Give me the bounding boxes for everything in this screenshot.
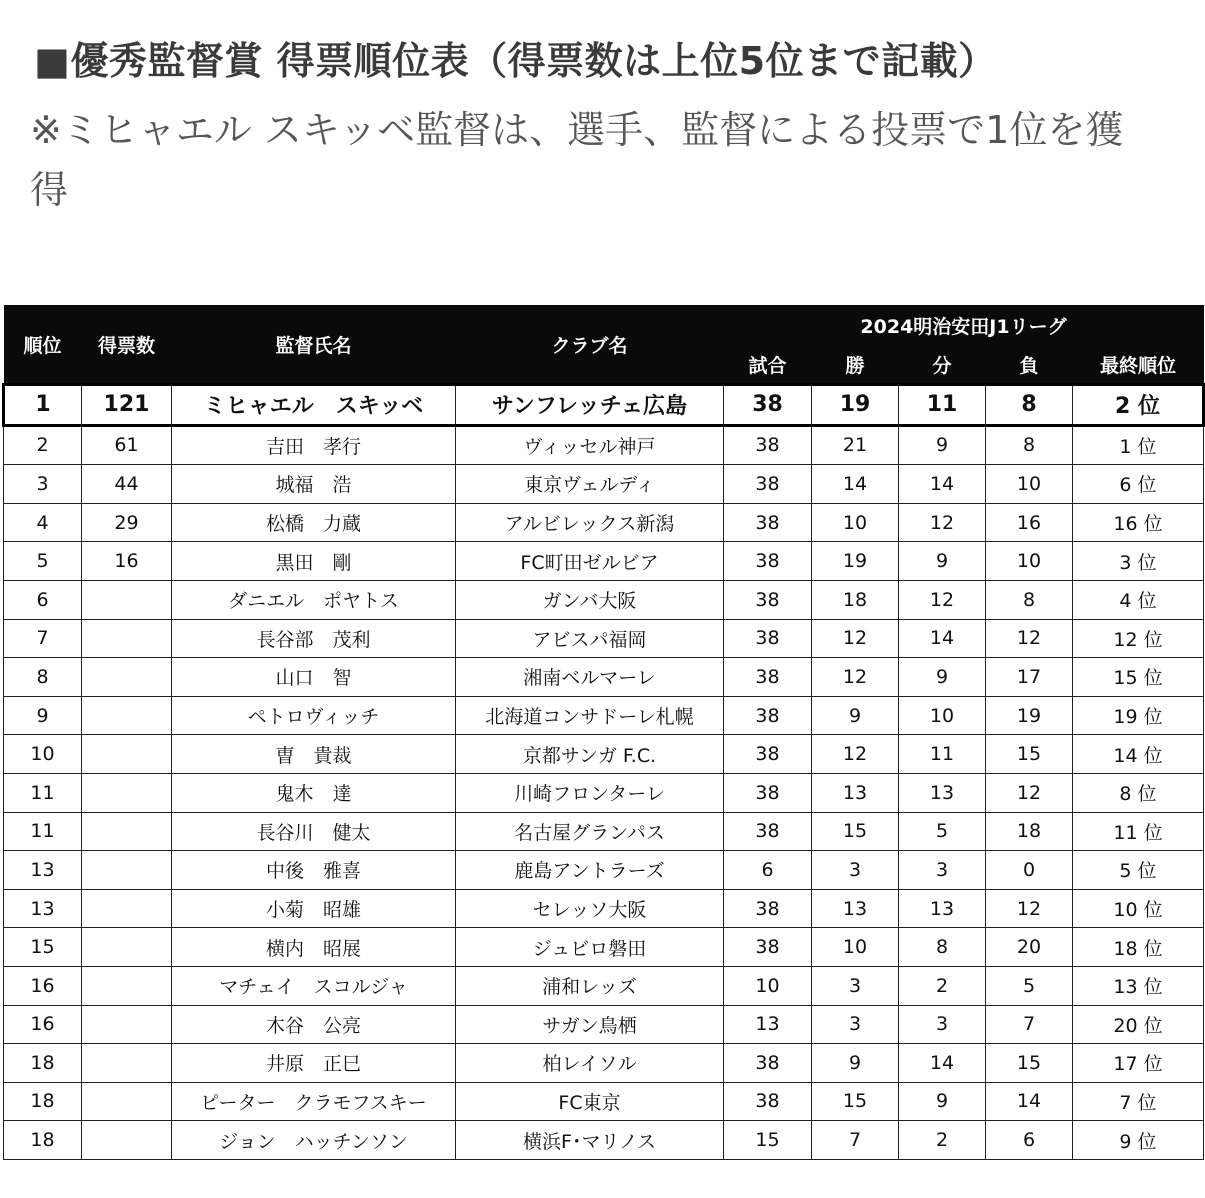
cell-votes: 61 — [82, 425, 172, 465]
cell-club: 川崎フロンターレ — [456, 773, 724, 812]
cell-club: ヴィッセル神戸 — [456, 425, 724, 465]
cell-manager: 吉田 孝行 — [172, 425, 456, 465]
standings-table — [2, 305, 1205, 1160]
cell-manager: 黒田 剛 — [172, 542, 456, 581]
cell-final-rank: 19 位 — [1073, 696, 1204, 735]
cell-lost: 18 — [986, 812, 1073, 851]
cell-votes — [82, 619, 172, 658]
cell-rank: 18 — [4, 1082, 82, 1121]
cell-votes — [82, 1005, 172, 1044]
cell-played: 38 — [724, 696, 812, 735]
cell-drawn: 9 — [899, 542, 986, 581]
cell-rank: 2 — [4, 425, 82, 465]
cell-club: アルビレックス新潟 — [456, 503, 724, 542]
header-votes: 得票数 — [82, 305, 172, 385]
table-row — [4, 385, 1204, 426]
cell-manager: 木谷 公亮 — [172, 1005, 456, 1044]
cell-votes — [82, 773, 172, 812]
cell-won: 3 — [812, 851, 899, 890]
cell-final-rank: 2 位 — [1073, 385, 1204, 426]
page-title: ■優秀監督賞 得票順位表（得票数は上位5位まで記載） — [34, 39, 997, 83]
table-row — [4, 1121, 1204, 1160]
cell-club: サンフレッチェ広島 — [456, 385, 724, 426]
cell-played: 10 — [724, 966, 812, 1005]
cell-drawn: 8 — [899, 928, 986, 967]
cell-club: ガンバ大阪 — [456, 580, 724, 619]
cell-votes — [82, 658, 172, 697]
cell-rank: 11 — [4, 812, 82, 851]
cell-won: 13 — [812, 889, 899, 928]
cell-club: FC町田ゼルビア — [456, 542, 724, 581]
cell-lost: 12 — [986, 773, 1073, 812]
cell-lost: 19 — [986, 696, 1073, 735]
cell-final-rank: 5 位 — [1073, 851, 1204, 890]
cell-manager: 井原 正巳 — [172, 1044, 456, 1083]
cell-club: 浦和レッズ — [456, 966, 724, 1005]
cell-club: 柏レイソル — [456, 1044, 724, 1083]
cell-final-rank: 17 位 — [1073, 1044, 1204, 1083]
cell-final-rank: 20 位 — [1073, 1005, 1204, 1044]
cell-drawn: 14 — [899, 1044, 986, 1083]
cell-played: 38 — [724, 773, 812, 812]
cell-rank: 10 — [4, 735, 82, 774]
cell-rank: 18 — [4, 1121, 82, 1160]
cell-final-rank: 15 位 — [1073, 658, 1204, 697]
cell-drawn: 3 — [899, 851, 986, 890]
cell-final-rank: 11 位 — [1073, 812, 1204, 851]
table-row — [4, 1005, 1204, 1044]
cell-drawn: 9 — [899, 658, 986, 697]
cell-lost: 8 — [986, 580, 1073, 619]
table-row — [4, 851, 1204, 890]
cell-lost: 6 — [986, 1121, 1073, 1160]
cell-club: 横浜F･マリノス — [456, 1121, 724, 1160]
cell-votes — [82, 851, 172, 890]
cell-manager: 横内 昭展 — [172, 928, 456, 967]
cell-played: 38 — [724, 1044, 812, 1083]
table-row — [4, 1044, 1204, 1083]
cell-won: 3 — [812, 1005, 899, 1044]
cell-manager: 鬼木 達 — [172, 773, 456, 812]
cell-rank: 13 — [4, 889, 82, 928]
table-row — [4, 889, 1204, 928]
cell-club: セレッソ大阪 — [456, 889, 724, 928]
cell-manager: 長谷部 茂利 — [172, 619, 456, 658]
cell-rank: 1 — [4, 385, 82, 426]
cell-rank: 9 — [4, 696, 82, 735]
table-row — [4, 425, 1204, 465]
cell-rank: 8 — [4, 658, 82, 697]
cell-lost: 16 — [986, 503, 1073, 542]
cell-drawn: 12 — [899, 580, 986, 619]
cell-played: 38 — [724, 465, 812, 504]
note-text: ※ミヒャエル スキッベ監督は、選手、監督による投票で1位を獲得 — [30, 108, 1124, 212]
cell-club: ジュビロ磐田 — [456, 928, 724, 967]
cell-played: 38 — [724, 425, 812, 465]
cell-lost: 10 — [986, 542, 1073, 581]
header-rank: 順位 — [4, 305, 82, 385]
table-row — [4, 966, 1204, 1005]
cell-rank: 3 — [4, 465, 82, 504]
cell-won: 12 — [812, 735, 899, 774]
cell-played: 13 — [724, 1005, 812, 1044]
cell-manager: 中後 雅喜 — [172, 851, 456, 890]
cell-lost: 8 — [986, 385, 1073, 426]
cell-won: 15 — [812, 1082, 899, 1121]
cell-rank: 15 — [4, 928, 82, 967]
header-league-group: 2024明治安田J1リーグ — [724, 305, 1204, 345]
cell-manager: ジョン ハッチンソン — [172, 1121, 456, 1160]
cell-played: 38 — [724, 735, 812, 774]
cell-votes — [82, 735, 172, 774]
cell-club: 鹿島アントラーズ — [456, 851, 724, 890]
table-row — [4, 503, 1204, 542]
header-played: 試合 — [724, 345, 812, 385]
cell-manager: 小菊 昭雄 — [172, 889, 456, 928]
cell-lost: 12 — [986, 889, 1073, 928]
cell-won: 10 — [812, 503, 899, 542]
cell-rank: 11 — [4, 773, 82, 812]
cell-drawn: 2 — [899, 1121, 986, 1160]
table-row — [4, 1082, 1204, 1121]
cell-final-rank: 4 位 — [1073, 580, 1204, 619]
cell-rank: 6 — [4, 580, 82, 619]
cell-won: 21 — [812, 425, 899, 465]
cell-votes: 29 — [82, 503, 172, 542]
cell-final-rank: 7 位 — [1073, 1082, 1204, 1121]
cell-votes — [82, 1082, 172, 1121]
cell-won: 7 — [812, 1121, 899, 1160]
cell-votes: 121 — [82, 385, 172, 426]
cell-won: 9 — [812, 696, 899, 735]
cell-drawn: 11 — [899, 735, 986, 774]
cell-drawn: 9 — [899, 425, 986, 465]
cell-drawn: 3 — [899, 1005, 986, 1044]
cell-drawn: 2 — [899, 966, 986, 1005]
cell-drawn: 14 — [899, 619, 986, 658]
cell-drawn: 13 — [899, 773, 986, 812]
header-manager: 監督氏名 — [172, 305, 456, 385]
cell-final-rank: 10 位 — [1073, 889, 1204, 928]
cell-club: 東京ヴェルディ — [456, 465, 724, 504]
cell-rank: 16 — [4, 1005, 82, 1044]
cell-votes: 44 — [82, 465, 172, 504]
cell-rank: 13 — [4, 851, 82, 890]
table-body — [4, 385, 1204, 1160]
cell-votes — [82, 696, 172, 735]
cell-won: 19 — [812, 542, 899, 581]
cell-club: アビスパ福岡 — [456, 619, 724, 658]
cell-votes — [82, 580, 172, 619]
cell-votes — [82, 966, 172, 1005]
cell-club: 京都サンガ F.C. — [456, 735, 724, 774]
cell-final-rank: 16 位 — [1073, 503, 1204, 542]
cell-club: 湘南ベルマーレ — [456, 658, 724, 697]
cell-drawn: 5 — [899, 812, 986, 851]
cell-drawn: 13 — [899, 889, 986, 928]
cell-final-rank: 1 位 — [1073, 425, 1204, 465]
cell-won: 19 — [812, 385, 899, 426]
header-drawn: 分 — [899, 345, 986, 385]
cell-manager: 城福 浩 — [172, 465, 456, 504]
cell-final-rank: 9 位 — [1073, 1121, 1204, 1160]
cell-drawn: 12 — [899, 503, 986, 542]
cell-lost: 15 — [986, 1044, 1073, 1083]
cell-rank: 18 — [4, 1044, 82, 1083]
cell-drawn: 10 — [899, 696, 986, 735]
header-club: クラブ名 — [456, 305, 724, 385]
cell-played: 6 — [724, 851, 812, 890]
table-row — [4, 773, 1204, 812]
header-lost: 負 — [986, 345, 1073, 385]
cell-manager: ピーター クラモフスキー — [172, 1082, 456, 1121]
cell-drawn: 11 — [899, 385, 986, 426]
cell-manager: 長谷川 健太 — [172, 812, 456, 851]
cell-lost: 7 — [986, 1005, 1073, 1044]
cell-manager: 松橋 力蔵 — [172, 503, 456, 542]
cell-final-rank: 18 位 — [1073, 928, 1204, 967]
table-header — [4, 305, 1204, 385]
cell-played: 38 — [724, 385, 812, 426]
cell-played: 38 — [724, 658, 812, 697]
cell-played: 38 — [724, 812, 812, 851]
table-row — [4, 812, 1204, 851]
cell-lost: 0 — [986, 851, 1073, 890]
cell-won: 18 — [812, 580, 899, 619]
table-row — [4, 658, 1204, 697]
table-row — [4, 465, 1204, 504]
cell-manager: 曺 貴裁 — [172, 735, 456, 774]
cell-played: 38 — [724, 542, 812, 581]
table-row — [4, 619, 1204, 658]
cell-rank: 5 — [4, 542, 82, 581]
cell-lost: 20 — [986, 928, 1073, 967]
cell-votes — [82, 928, 172, 967]
cell-lost: 10 — [986, 465, 1073, 504]
cell-club: 名古屋グランパス — [456, 812, 724, 851]
table-row — [4, 542, 1204, 581]
header-final-rank: 最終順位 — [1073, 345, 1204, 385]
cell-lost: 8 — [986, 425, 1073, 465]
cell-won: 12 — [812, 658, 899, 697]
cell-manager: 山口 智 — [172, 658, 456, 697]
table-row — [4, 735, 1204, 774]
cell-played: 38 — [724, 1082, 812, 1121]
cell-final-rank: 3 位 — [1073, 542, 1204, 581]
cell-votes — [82, 812, 172, 851]
cell-manager: ダニエル ポヤトス — [172, 580, 456, 619]
cell-played: 38 — [724, 619, 812, 658]
cell-final-rank: 8 位 — [1073, 773, 1204, 812]
cell-won: 12 — [812, 619, 899, 658]
cell-final-rank: 6 位 — [1073, 465, 1204, 504]
cell-lost: 17 — [986, 658, 1073, 697]
cell-won: 14 — [812, 465, 899, 504]
cell-played: 38 — [724, 503, 812, 542]
cell-votes — [82, 1121, 172, 1160]
cell-club: 北海道コンサドーレ札幌 — [456, 696, 724, 735]
table-row — [4, 928, 1204, 967]
cell-votes — [82, 889, 172, 928]
cell-club: FC東京 — [456, 1082, 724, 1121]
cell-drawn: 14 — [899, 465, 986, 504]
cell-votes — [82, 1044, 172, 1083]
header-won: 勝 — [812, 345, 899, 385]
cell-final-rank: 12 位 — [1073, 619, 1204, 658]
cell-votes: 16 — [82, 542, 172, 581]
cell-played: 38 — [724, 928, 812, 967]
cell-final-rank: 13 位 — [1073, 966, 1204, 1005]
cell-played: 38 — [724, 580, 812, 619]
cell-rank: 7 — [4, 619, 82, 658]
cell-lost: 15 — [986, 735, 1073, 774]
cell-won: 9 — [812, 1044, 899, 1083]
cell-won: 15 — [812, 812, 899, 851]
cell-played: 15 — [724, 1121, 812, 1160]
cell-lost: 14 — [986, 1082, 1073, 1121]
cell-final-rank: 14 位 — [1073, 735, 1204, 774]
cell-lost: 12 — [986, 619, 1073, 658]
cell-manager: ペトロヴィッチ — [172, 696, 456, 735]
cell-played: 38 — [724, 889, 812, 928]
cell-drawn: 9 — [899, 1082, 986, 1121]
cell-manager: ミヒャエル スキッベ — [172, 385, 456, 426]
table-row — [4, 696, 1204, 735]
cell-lost: 5 — [986, 966, 1073, 1005]
cell-won: 3 — [812, 966, 899, 1005]
cell-won: 10 — [812, 928, 899, 967]
table-row — [4, 580, 1204, 619]
cell-rank: 4 — [4, 503, 82, 542]
cell-rank: 16 — [4, 966, 82, 1005]
cell-club: サガン鳥栖 — [456, 1005, 724, 1044]
cell-won: 13 — [812, 773, 899, 812]
cell-manager: マチェイ スコルジャ — [172, 966, 456, 1005]
